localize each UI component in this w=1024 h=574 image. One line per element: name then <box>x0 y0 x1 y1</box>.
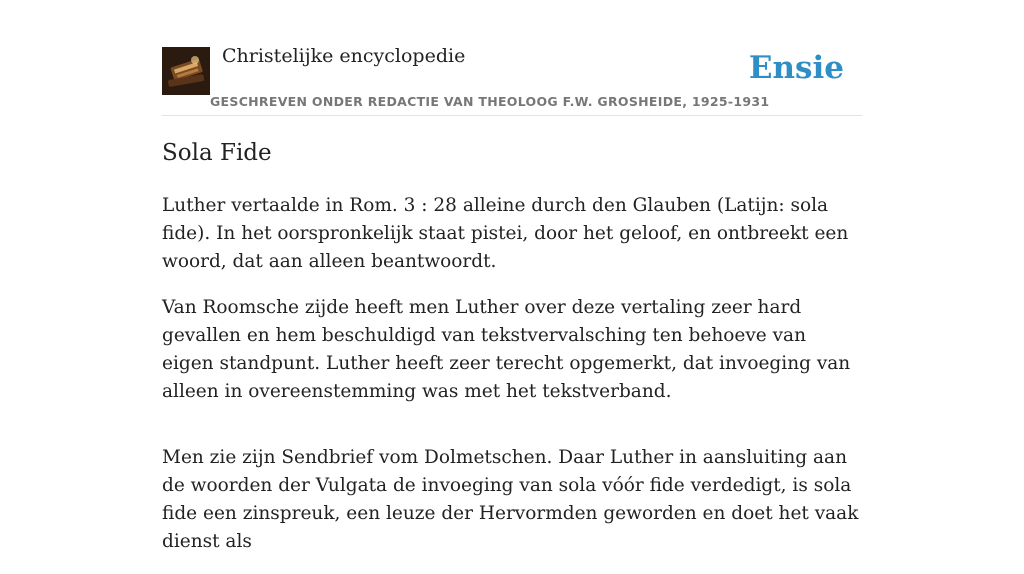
content-container <box>162 0 862 552</box>
article-title: Sola Fide <box>162 140 272 166</box>
article-paragraph: Men zie zijn Sendbrief vom Dolmetschen. Daar Luther in aansluiting aan de woorden der Vulgata de invoeging van sola vóór fide verdedigt, is sola fide een zinspreuk, een leuze der Hervormden geworden en doet het vaak dienst als <box>162 447 859 552</box>
site-tagline: GESCHREVEN ONDER REDACTIE VAN THEOLOOG F.W. GROSHEIDE, 1925-1931 <box>210 94 770 109</box>
site-name[interactable]: Christelijke encyclopedie <box>222 45 466 67</box>
site-header <box>162 0 862 116</box>
encyclopedia-avatar[interactable] <box>162 47 210 95</box>
article-paragraph: Van Roomsche zijde heeft men Luther over deze vertaling zeer hard gevallen en hem beschuldigd van tekstvervalsching ten behoeve van eigen standpunt. Luther heeft zeer terecht opgemerkt, dat invoeging van alleen in overeenstemming was met het tekstverband. <box>162 297 851 402</box>
article-body <box>162 192 862 574</box>
article-paragraph: Luther vertaalde in Rom. 3 : 28 alleine durch den Glauben (Latijn: sola fide). In het oorspronkelijk staat pistei, door het geloof, en ontbreekt een woord, dat aan alleen beantwoordt. <box>162 195 849 272</box>
ensie-logo[interactable]: Ensie <box>748 50 844 86</box>
book-icon <box>162 47 210 95</box>
